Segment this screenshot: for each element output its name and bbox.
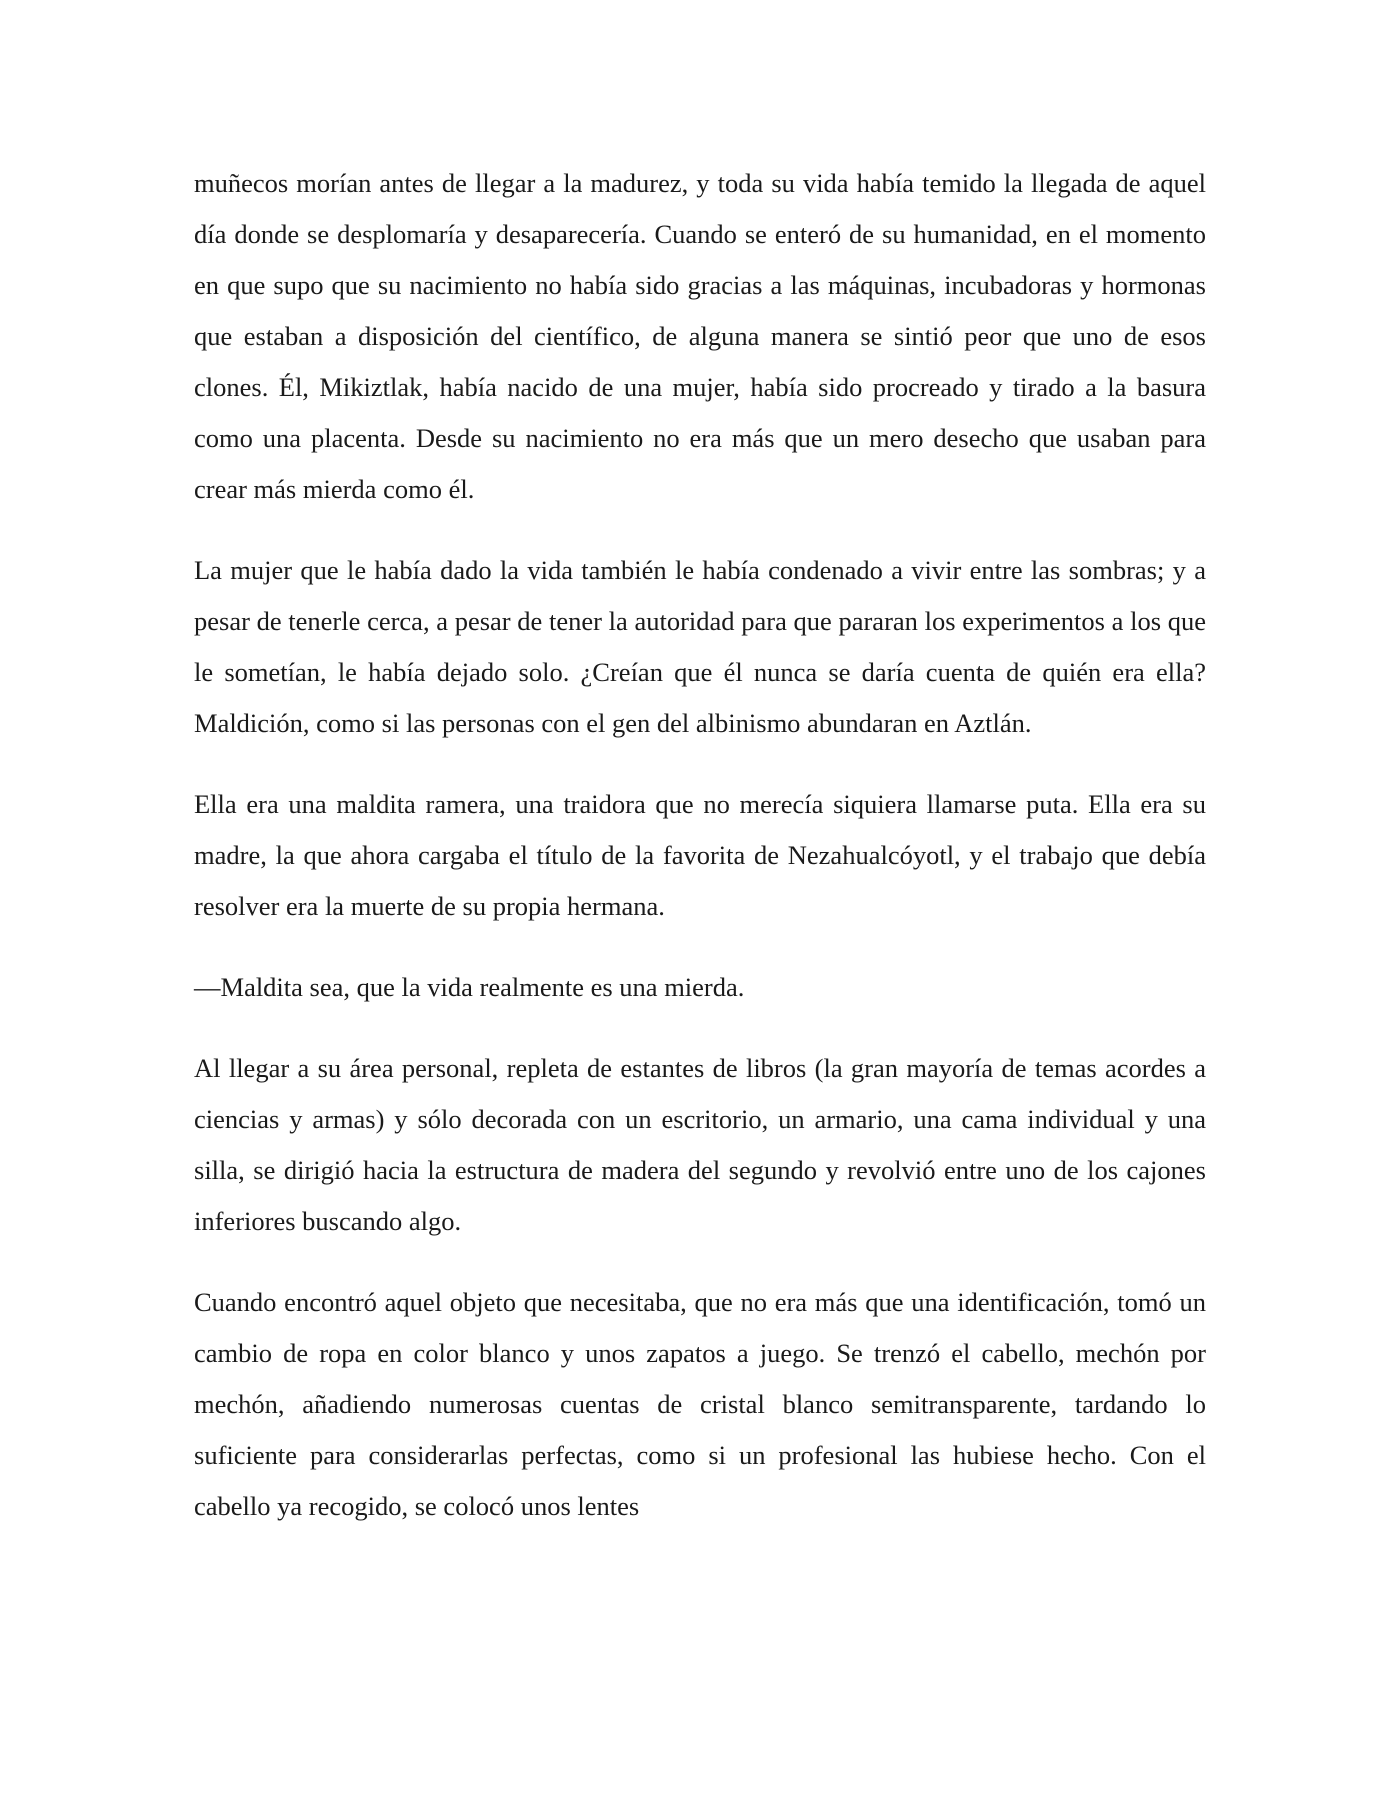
paragraph-3: Ella era una maldita ramera, una traidora que no merecía siquiera llamarse puta. Ella era su madre, la que ahora cargaba el título de la favorita de Nezahualcóyotl, y el trabajo que debía resolver era la muerte de su propia hermana. <box>194 789 1206 921</box>
paragraph-5: Al llegar a su área personal, repleta de estantes de libros (la gran mayoría de temas acordes a ciencias y armas) y sólo decorada con un escritorio, un armario, una cama individual y una silla, se dirigió hacia la estructura de madera del segundo y revolvió entre uno de los cajones inferiores buscando algo. <box>194 1053 1206 1236</box>
paragraph-1: muñecos morían antes de llegar a la madurez, y toda su vida había temido la llegada de aquel día donde se desplomaría y desaparecería. Cuando se enteró de su humanidad, en el momento en que supo que su nacimiento no había sido gracias a las máquinas, incubadoras y hormonas que estaban a disposición del científico, de alguna manera se sintió peor que uno de esos clones. Él, Mikiztlak, había nacido de una mujer, había sido procreado y tirado a la basura como una placenta. Desde su nacimiento no era más que un mero desecho que usaban para crear más mierda como él. <box>194 168 1206 504</box>
document-page <box>194 158 1206 1562</box>
paragraph-2: La mujer que le había dado la vida también le había condenado a vivir entre las sombras; y a pesar de tenerle cerca, a pesar de tener la autoridad para que pararan los experimentos a los que le sometían, le había dejado solo. ¿Creían que él nunca se daría cuenta de quién era ella? Maldición, como si las personas con el gen del albinismo abundaran en Aztlán. <box>194 555 1206 738</box>
paragraph-6: Cuando encontró aquel objeto que necesitaba, que no era más que una identificación, tomó un cambio de ropa en color blanco y unos zapatos a juego. Se trenzó el cabello, mechón por mechón, añadiendo numerosas cuentas de cristal blanco semitransparente, tardando lo suficiente para considerarlas perfectas, como si un profesional las hubiese hecho. Con el cabello ya recogido, se colocó unos lentes <box>194 1287 1206 1521</box>
dialogue-line: —Maldita sea, que la vida realmente es una mierda. <box>194 972 745 1002</box>
